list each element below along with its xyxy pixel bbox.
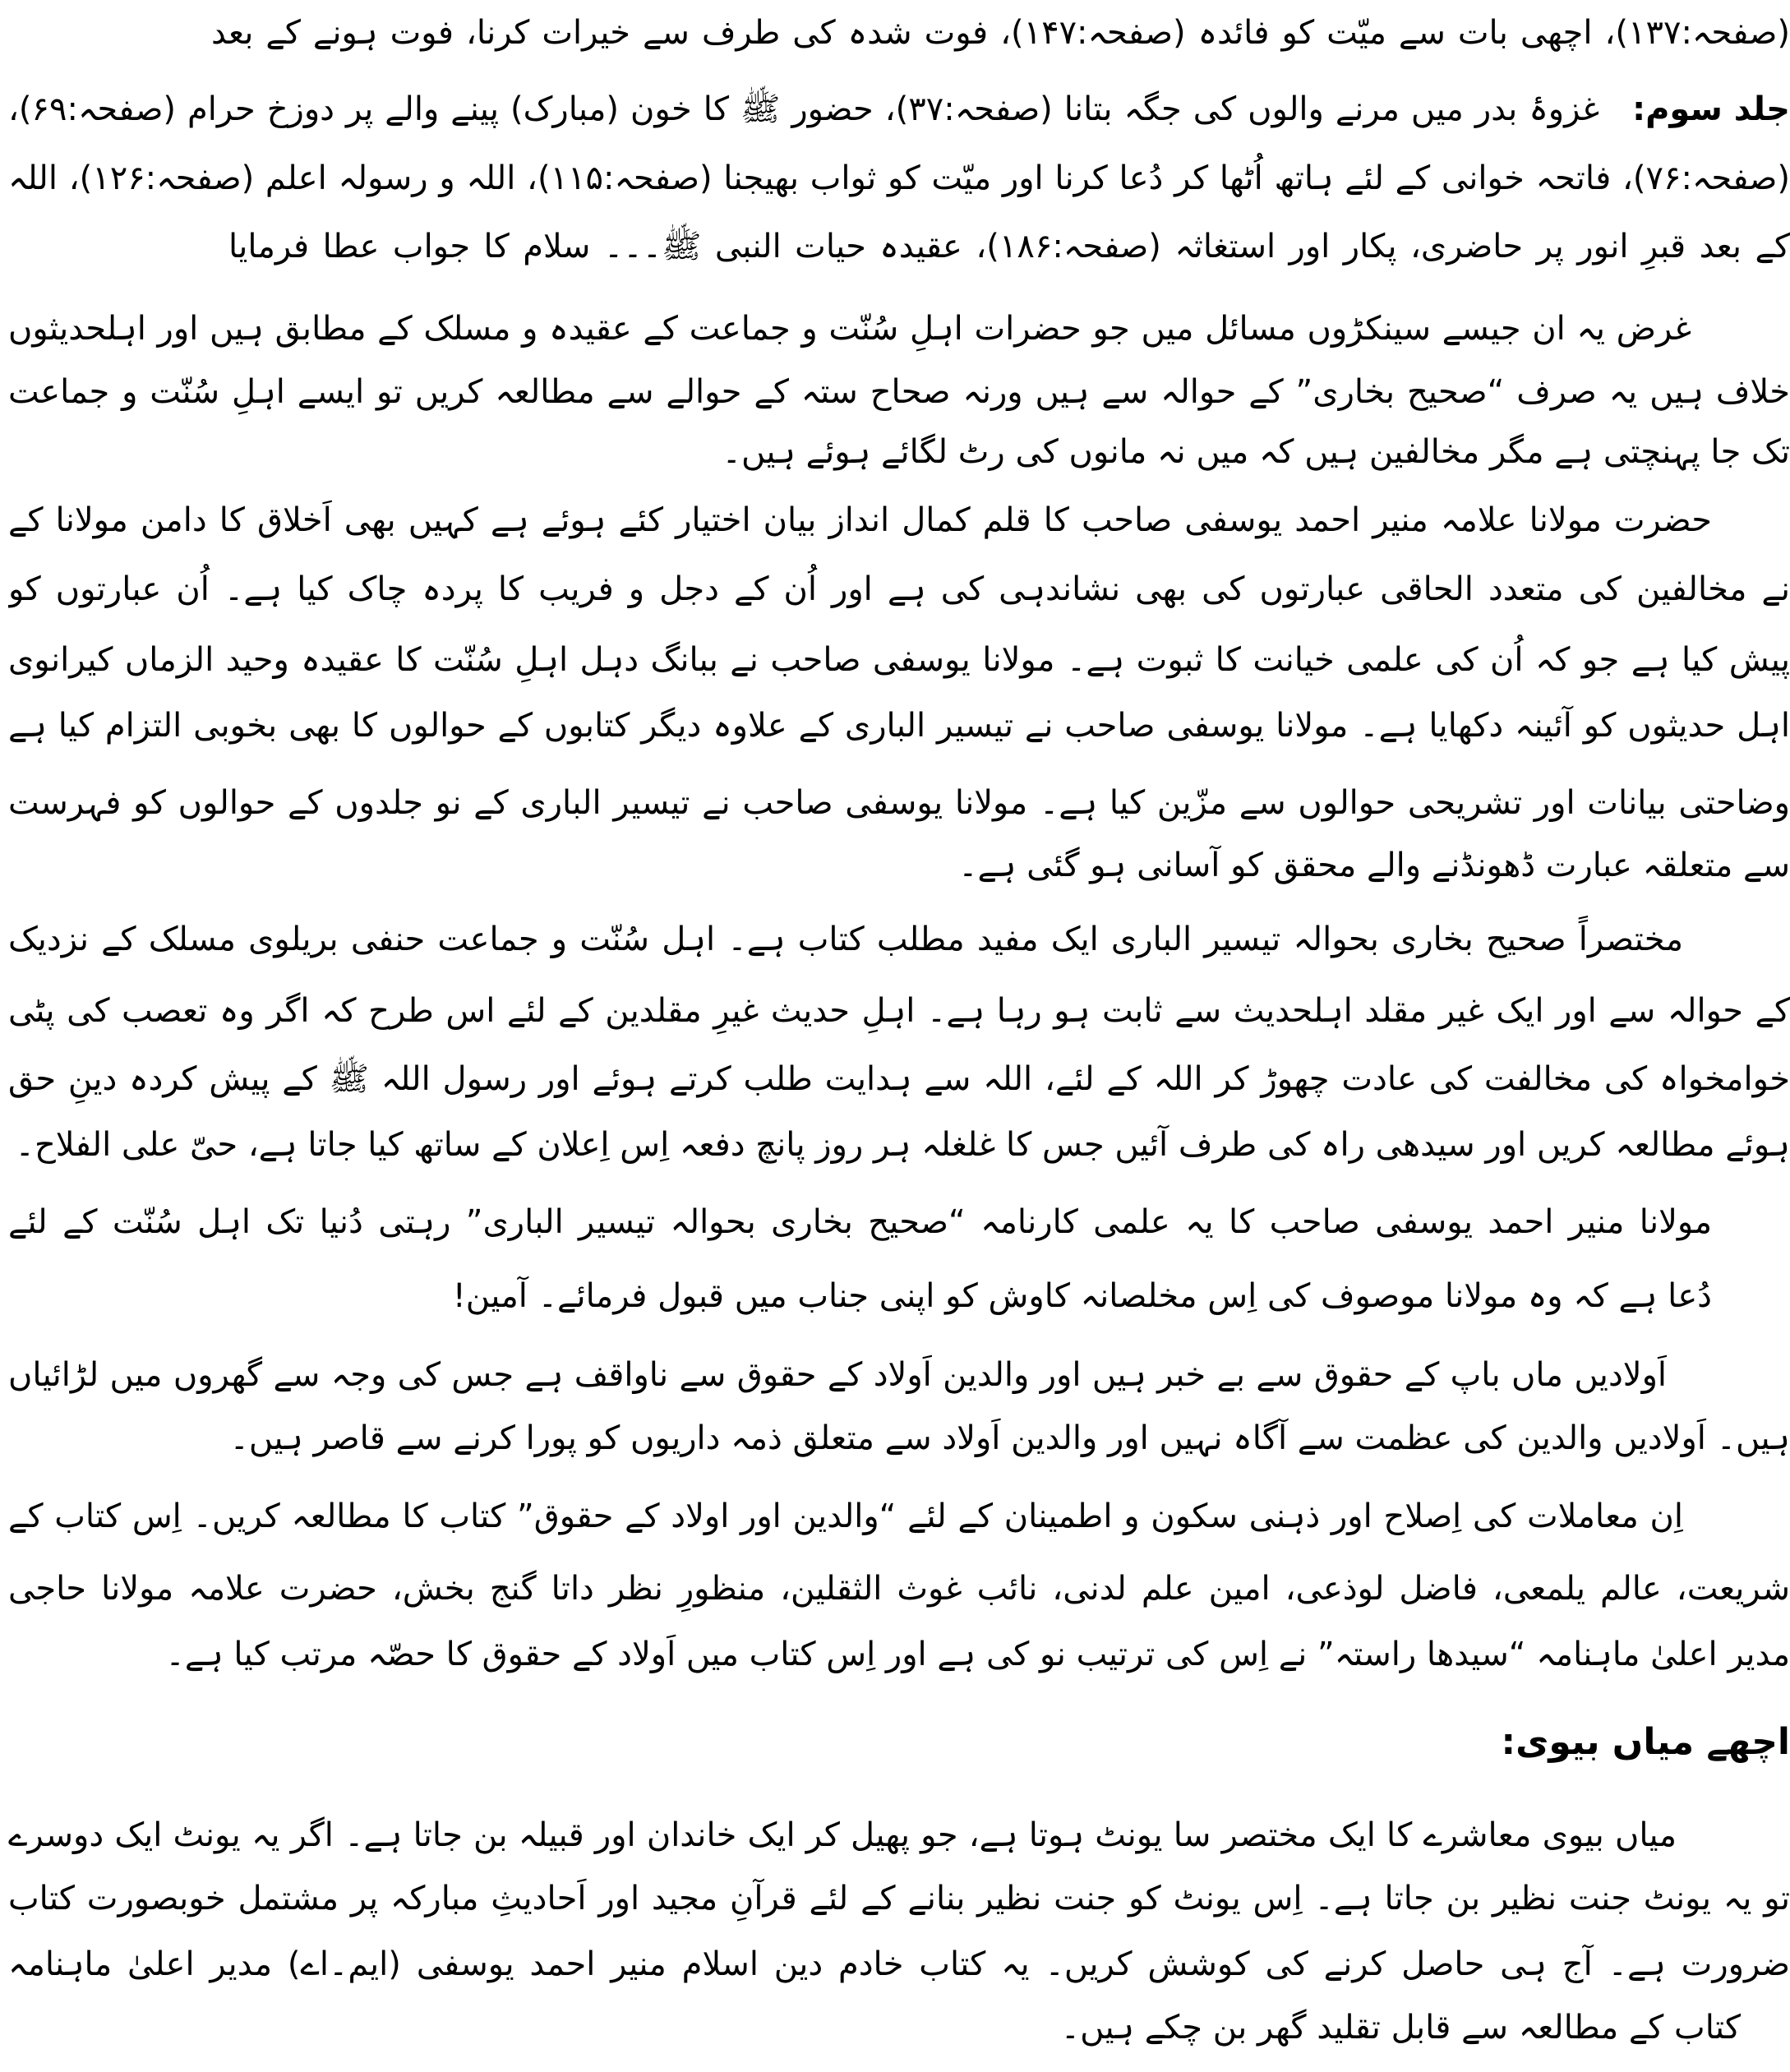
text-line: مدیر اعلیٰ ماہنامہ “سیدھا راستہ” نے اِس کی ترتیب نو کی ہے اور اِس کتاب میں اَولاد کے حقوق کا حصّہ مرتب کیا ہے۔	[165, 1636, 1790, 1673]
text-line: خلاف ہیں یہ صرف “صحیح بخاری” کے حوالہ سے ہیں ورنہ صحاح ستہ کے حوالے سے مطالعہ کریں تو ایسے اہلِ سُنّت و جماعت	[8, 373, 1790, 411]
text-line: اہل حدیثوں کو آئینہ دکھایا ہے۔ مولانا یوسفی صاحب نے تیسیر الباری کے علاوہ دیگر کتابوں کے حوالوں کا بھی بخوبی التزام کیا ہے	[8, 707, 1790, 745]
text-line: سے متعلقہ عبارت ڈھونڈنے والے محقق کو آسانی ہو گئی ہے۔	[958, 847, 1790, 884]
text-line: (صفحہ:۷۶)، فاتحہ خوانی کے لئے ہاتھ اُٹھا کر دُعا کرنا اور میّت کو ثواب بھیجنا (صفحہ:۱۱۵)، اللہ و رسولہ اعلم (صفحہ:۱۲۶)، اللہ	[8, 159, 1790, 197]
text-line: اِن معاملات کی اِصلاح اور ذہنی سکون و اطمینان کے لئے “والدین اور اولاد کے حقوق” کتاب کا مطالعہ کریں۔ اِس کتاب کے	[8, 1497, 1683, 1535]
text-line: کے بعد قبرِ انور پر حاضری، پکار اور استغاثہ (صفحہ:۱۸۶)، عقیدہ حیات النبی ﷺ۔۔۔ سلام کا جواب عطا فرمایا	[228, 228, 1790, 265]
text-line: حضرت مولانا علامہ منیر احمد یوسفی صاحب کا قلم کمال انداز بیان اختیار کئے ہوئے ہے کہیں بھی اَخلاق کا دامن مولانا کے	[8, 501, 1712, 539]
volume-label: جلد سوم:	[1632, 90, 1790, 128]
text-line: شریعت، عالم یلمعی، فاضل لوذعی، امین علم لدنی، نائب غوث الثقلین، منظورِ نظر داتا گنج بخش، حضرت علامہ مولانا حاجی	[8, 1570, 1790, 1608]
volume-three-line	[8, 81, 1790, 138]
text-line: میاں بیوی معاشرے کا ایک مختصر سا یونٹ ہوتا ہے، جو پھیل کر ایک خاندان اور قبیلہ بن جاتا ہے۔ اگر یہ یونٹ ایک دوسرے	[8, 1816, 1677, 1854]
text-line: تک جا پہنچتی ہے مگر مخالفین ہیں کہ میں نہ مانوں کی رٹ لگائے ہوئے ہیں۔	[722, 433, 1790, 471]
text-line: ہیں۔ اَولادیں والدین کی عظمت سے آگاہ نہیں اور والدین اَولاد سے متعلق ذمہ داریوں کو پورا کرنے سے قاصر ہیں۔	[229, 1419, 1790, 1457]
text-line: نے مخالفین کی متعدد الحاقی عبارتوں کی بھی نشاندہی کی ہے اور اُن کے دجل و فریب کا پردہ چاک کیا ہے۔ اُن عبارتوں کو	[8, 570, 1790, 608]
text-line: وضاحتی بیانات اور تشریحی حوالوں سے مزّین کیا ہے۔ مولانا یوسفی صاحب نے تیسیر الباری کے نو جلدوں کے حوالوں کو فہرست	[8, 784, 1790, 822]
text-line: غرض یہ ان جیسے سینکڑوں مسائل میں جو حضرات اہلِ سُنّت و جماعت کے عقیدہ و مسلک کے مطابق ہیں اور اہلحدیثوں	[8, 310, 1691, 348]
text-line: اَولادیں ماں باپ کے حقوق سے بے خبر ہیں اور والدین اَولاد کے حقوق سے ناواقف ہے جس کی وجہ سے گھروں میں لڑائیاں	[8, 1356, 1667, 1394]
text-line: پیش کیا ہے جو کہ اُن کی علمی خیانت کا ثبوت ہے۔ مولانا یوسفی صاحب نے ببانگ دہل اہلِ سُنّت کا عقیدہ وحید الزماں کیرانوی	[8, 641, 1790, 679]
text-line: خوامخواہ کی مخالفت کی عادت چھوڑ کر اللہ کے لئے، اللہ سے ہدایت طلب کرتے ہوئے اور رسول اللہ ﷺ کے پیش کردہ دینِ حق	[8, 1060, 1790, 1098]
text-line: تو یہ یونٹ جنت نظیر بن جاتا ہے۔ اِس یونٹ کو جنت نظیر بنانے کے لئے قرآنِ مجید اور اَحادیثِ مبارکہ پر مشتمل خوبصورت کتاب	[8, 1880, 1790, 1917]
text-line: مولانا منیر احمد یوسفی صاحب کا یہ علمی کارنامہ “صحیح بخاری بحوالہ تیسیر الباری” رہتی دُنیا تک اہل سُنّت کے لئے	[8, 1203, 1712, 1241]
text-line: ہوئے مطالعہ کریں اور سیدھی راہ کی طرف آئیں جس کا غلغلہ ہر روز پانچ دفعہ اِس اِعلان کے ساتھ کیا جاتا ہے، حیّ علی الفلاح۔	[15, 1126, 1790, 1164]
section-heading: اچھے میاں بیوی:	[1501, 1721, 1790, 1763]
text-line: غزوۂ بدر میں مرنے والوں کی جگہ بتانا (صفحہ:۳۷)، حضور ﷺ کا خون (مبارک) پینے والے پر دوزخ حرام (صفحہ:۶۹)،	[8, 90, 1600, 128]
text-line: ضرورت ہے۔ آج ہی حاصل کرنے کی کوشش کریں۔ یہ کتاب خادم دین اسلام منیر احمد یوسفی (ایم۔اے) مدیر اعلیٰ ماہنامہ	[8, 1945, 1790, 1983]
text-line: (صفحہ:۱۳۷)، اچھی بات سے میّت کو فائدہ (صفحہ:۱۴۷)، فوت شدہ کی طرف سے خیرات کرنا، فوت ہونے کے بعد	[211, 14, 1790, 52]
text-line: کے حوالہ سے اور ایک غیر مقلد اہلحدیث سے ثابت ہو رہا ہے۔ اہلِ حدیث غیرِ مقلدین کے لئے اس طرح کہ اگر وہ تعصب کی پٹی	[8, 992, 1790, 1030]
text-line: کتاب کے مطالعہ سے قابل تقلید گھر بن چکے ہیں۔	[1060, 2009, 1741, 2047]
text-line: مختصراً صحیح بخاری بحوالہ تیسیر الباری ایک مفید مطلب کتاب ہے۔ اہل سُنّت و جماعت حنفی بریلوی مسلک کے نزدیک	[8, 921, 1683, 958]
text-line: دُعا ہے کہ وہ مولانا موصوف کی اِس مخلصانہ کاوش کو اپنی جناب میں قبول فرمائے۔ آمین!	[452, 1277, 1712, 1315]
